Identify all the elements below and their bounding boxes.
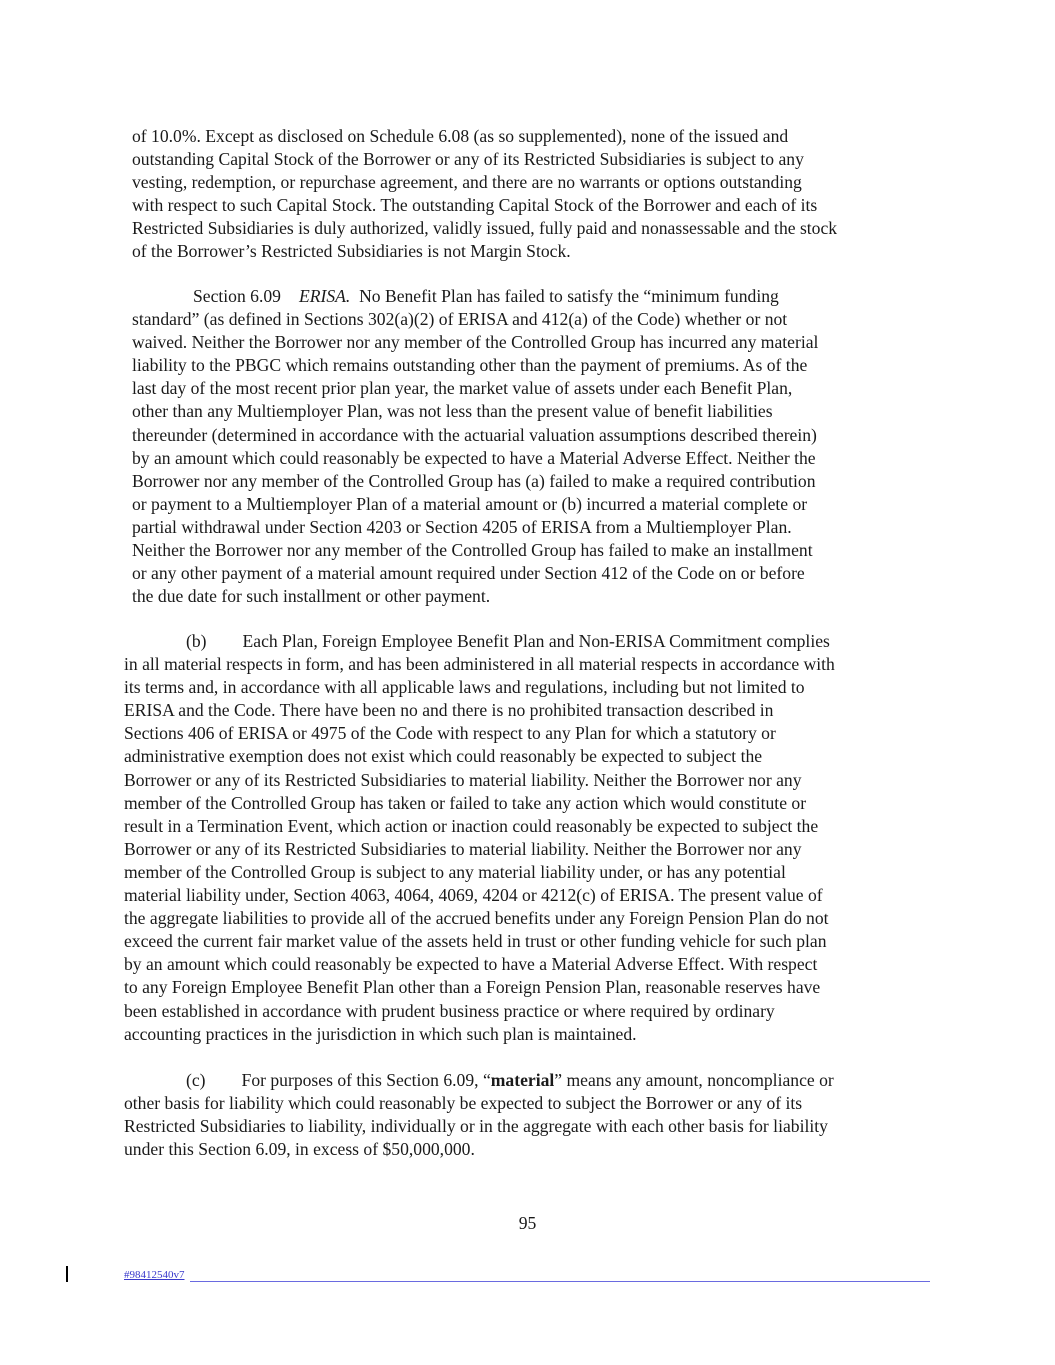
text-line: result in a Termination Event, which action or inaction could reasonably be expected to subject the (124, 815, 819, 836)
text-line: Sections 406 of ERISA or 4975 of the Code with respect to any Plan for which a statutory or (124, 723, 776, 744)
section-6-08-continuation (132, 125, 932, 264)
text-line: by an amount which could reasonably be expected to have a Material Adverse Effect. Neither the (132, 447, 816, 468)
section-title: ERISA. (298, 286, 351, 306)
text-line: other than any Multiemployer Plan, was not less than the present value of benefit liabilities (132, 401, 773, 422)
text-line: the aggregate liabilities to provide all of the accrued benefits under any Foreign Pension Plan do not (124, 908, 829, 929)
defined-term: material (490, 1070, 555, 1090)
text-line: No Benefit Plan has failed to satisfy the “minimum funding (359, 286, 779, 306)
text-line: or payment to a Multiemployer Plan of a material amount or (b) incurred a material complete or (132, 493, 808, 514)
text-line: exceed the current fair market value of the assets held in trust or other funding vehicle for such plan (124, 931, 827, 952)
text-line: liability to the PBGC which remains outstanding other than the payment of premiums. As of the (132, 355, 808, 376)
footer-rule (190, 1281, 930, 1282)
text-line: the due date for such installment or other payment. (132, 586, 491, 607)
clause-marker: (c) (186, 1070, 206, 1090)
section-heading-line (132, 285, 932, 308)
text-line: material liability under, Section 4063, 4064, 4069, 4204 or 4212(c) of ERISA. The present value of (124, 885, 823, 906)
text-line: last day of the most recent prior plan year, the market value of assets under each Benefit Plan, (132, 378, 793, 399)
text-line: under this Section 6.09, in excess of $50,000,000. (124, 1139, 475, 1160)
text-line: ERISA and the Code. There have been no and there is no prohibited transaction described in (124, 700, 774, 721)
text-line: administrative exemption does not exist which could reasonably be expected to subject the (124, 746, 763, 767)
clause-marker: (b) (186, 631, 207, 651)
revision-change-bar (66, 1266, 68, 1282)
text-line: member of the Controlled Group is subject to any material liability under, or has any potential (124, 861, 786, 882)
document-id-link[interactable]: #98412540v7 (124, 1269, 185, 1281)
text-line: Borrower nor any member of the Controlled Group has (a) failed to make a required contribution (132, 470, 816, 491)
text-line: standard” (as defined in Sections 302(a)(2) of ERISA and 412(a) of the Code) whether or not (132, 309, 788, 330)
section-number: Section 6.09 (193, 286, 281, 306)
text-line: with respect to such Capital Stock. The outstanding Capital Stock of the Borrower and each of its (132, 195, 818, 216)
text-line: outstanding Capital Stock of the Borrower or any of its Restricted Subsidiaries is subject to any (132, 149, 804, 170)
text-line: of 10.0%. Except as disclosed on Schedule 6.08 (as so supplemented), none of the issued and (132, 126, 789, 146)
text-line: other basis for liability which could reasonably be expected to subject the Borrower or any of its (124, 1093, 803, 1114)
text-line: by an amount which could reasonably be expected to have a Material Adverse Effect. With respect (124, 954, 818, 975)
text-line: or any other payment of a material amount required under Section 412 of the Code on or before (132, 563, 805, 584)
text-fragment: ” means any amount, noncompliance or (554, 1070, 834, 1090)
clause-c (124, 1069, 934, 1161)
text-line: Neither the Borrower nor any member of the Controlled Group has failed to make an installment (132, 540, 813, 561)
text-fragment: For purposes of this Section 6.09, “ (241, 1070, 491, 1090)
text-line: been established in accordance with prudent business practice or where required by ordinary (124, 1000, 775, 1021)
text-line: Borrower or any of its Restricted Subsidiaries to material liability. Neither the Borrower nor any (124, 769, 802, 790)
text-line: its terms and, in accordance with all applicable laws and regulations, including but not limited to (124, 677, 805, 698)
text-line: Restricted Subsidiaries is duly authorized, validly issued, fully paid and nonassessable and the stock (132, 218, 838, 239)
text-line: Borrower or any of its Restricted Subsidiaries to material liability. Neither the Borrower nor any (124, 838, 802, 859)
section-6-09-erisa (132, 285, 932, 608)
text-line: Each Plan, Foreign Employee Benefit Plan and Non-ERISA Commitment complies (242, 631, 830, 651)
text-line: vesting, redemption, or repurchase agreement, and there are no warrants or options outstanding (132, 172, 802, 193)
text-line: waived. Neither the Borrower nor any member of the Controlled Group has incurred any material (132, 332, 819, 353)
clause-first-line (124, 630, 934, 653)
clause-b (124, 630, 934, 1046)
text-line: member of the Controlled Group has taken or failed to take any action which would constitute or (124, 792, 807, 813)
text-line: in all material respects in form, and has been administered in all material respects in accordance with (124, 654, 835, 675)
text-line: Restricted Subsidiaries to liability, individually or in the aggregate with each other basis for liability (124, 1116, 828, 1137)
clause-first-line (124, 1069, 934, 1092)
text-line: thereunder (determined in accordance with the actuarial valuation assumptions described therein) (132, 424, 817, 445)
text-line: accounting practices in the jurisdiction in which such plan is maintained. (124, 1023, 637, 1044)
text-line: partial withdrawal under Section 4203 or Section 4205 of ERISA from a Multiemployer Plan. (132, 516, 792, 537)
text-line: of the Borrower’s Restricted Subsidiaries is not Margin Stock. (132, 241, 571, 262)
page-number: 95 (518, 1213, 537, 1233)
text-line: to any Foreign Employee Benefit Plan other than a Foreign Pension Plan, reasonable reserves have (124, 977, 821, 998)
